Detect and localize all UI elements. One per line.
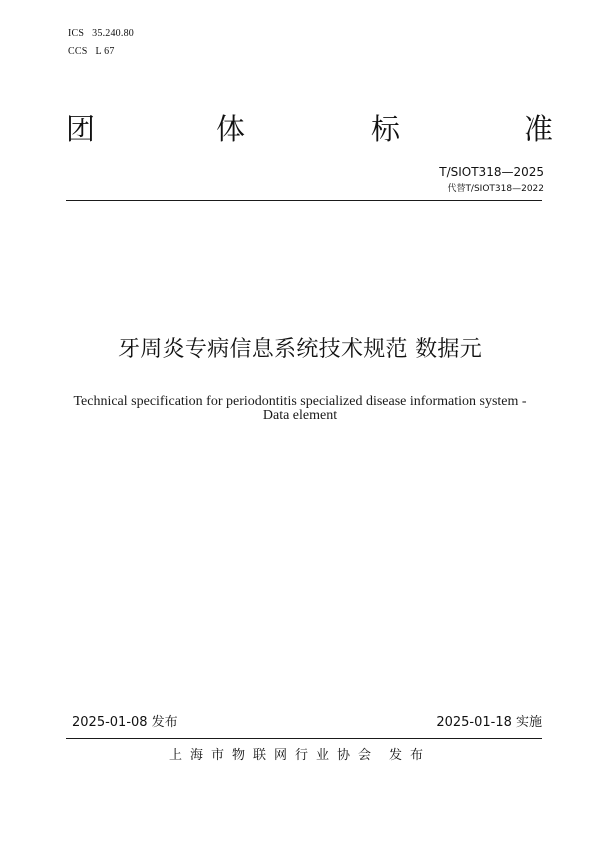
ccs-label: CCS	[68, 46, 88, 57]
standard-number: T/SIOT318—2025	[439, 165, 544, 179]
english-title-line: Data element	[262, 408, 338, 423]
ics-label: ICS	[68, 28, 85, 39]
implementation-date: 2025-01-18 实施	[436, 715, 542, 730]
doc-type-char: 体	[216, 112, 246, 146]
english-title-line: Technical specification for periodontitis specialized disease information system -	[73, 394, 527, 409]
chinese-title: 牙周炎专病信息系统技术规范 数据元	[117, 337, 483, 362]
ics-classification	[68, 28, 134, 40]
english-title	[60, 395, 540, 423]
doc-type-char: 标	[371, 112, 401, 146]
publisher-action: 发布	[389, 748, 432, 763]
publisher-line	[0, 748, 600, 764]
ccs-value: L 67	[95, 46, 115, 57]
doc-type-char: 准	[524, 112, 554, 146]
header-divider	[66, 200, 542, 201]
footer-divider	[66, 738, 542, 739]
publisher-organization: 上海市物联网行业协会	[168, 748, 379, 763]
doc-type-char: 团	[66, 112, 96, 146]
replaces-standard: 代替T/SIOT318—2022	[447, 184, 544, 194]
issue-date: 2025-01-08 发布	[72, 715, 178, 730]
ics-value: 35.240.80	[92, 28, 134, 39]
ccs-classification	[68, 46, 115, 58]
